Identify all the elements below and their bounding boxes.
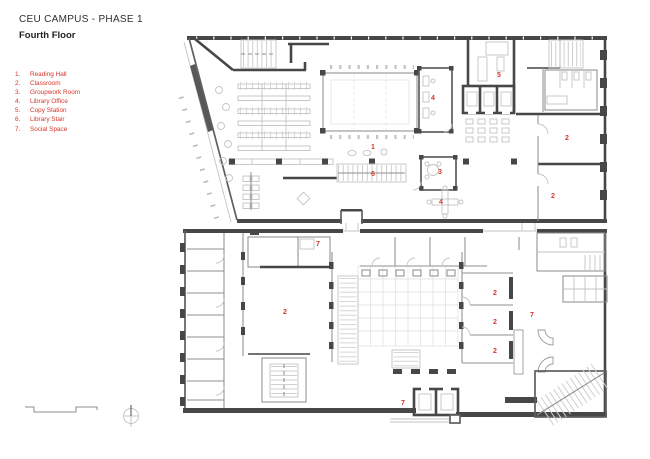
slanted-glazing-wall xyxy=(190,64,213,132)
legend-item: 6. Library Stair xyxy=(15,116,65,124)
room-number-label: 2 xyxy=(493,290,497,297)
drawing-title: CEU CAMPUS - PHASE 1 xyxy=(19,14,143,25)
room-number-label: 2 xyxy=(283,309,287,316)
room-number-label: 2 xyxy=(565,135,569,142)
room-number-label: 4 xyxy=(439,199,443,206)
room-number-label: 5 xyxy=(497,72,501,79)
legend-item: 4. Library Office xyxy=(15,98,68,106)
room-number-label: 2 xyxy=(493,319,497,326)
seminar-rooms-row xyxy=(360,237,487,266)
top-right-rooms xyxy=(516,40,607,221)
groupwork-room xyxy=(413,155,458,191)
north-compass-icon xyxy=(123,405,139,427)
legend-item: 7. Social Space xyxy=(15,125,68,133)
legend-item: 5. Copy Station xyxy=(15,107,67,115)
right-classrooms xyxy=(459,252,513,363)
social-corridor-piers xyxy=(514,237,553,374)
room-number-label: 2 xyxy=(493,348,497,355)
reading-hall-main-table xyxy=(320,67,420,156)
reading-hall-tables xyxy=(216,84,518,210)
room-number-label: 6 xyxy=(371,171,375,178)
room-number-label: 7 xyxy=(401,400,405,407)
legend-item: 2. Classroom xyxy=(15,80,61,88)
library-office-room xyxy=(417,66,454,134)
scale-bar xyxy=(25,402,97,412)
room-number-label: 7 xyxy=(530,312,534,319)
legend-item: 1. Reading Hall xyxy=(15,71,67,78)
room-legend xyxy=(15,70,80,134)
elevator-bank xyxy=(463,86,514,114)
room-number-label: 4 xyxy=(431,95,435,102)
legend-item: 3. Groupwork Room xyxy=(15,89,81,97)
drawing-subtitle: Fourth Floor xyxy=(19,30,76,41)
left-wing-rooms xyxy=(180,229,259,408)
room-number-label: 3 xyxy=(438,169,442,176)
entry-stair xyxy=(241,40,276,68)
room-number-label: 7 xyxy=(316,241,320,248)
lounge-seating xyxy=(466,119,509,142)
room-number-labels xyxy=(283,72,569,407)
atrium xyxy=(338,266,458,374)
room-number-label: 1 xyxy=(371,144,375,151)
room-number-label: 2 xyxy=(551,193,555,200)
copy-station-room xyxy=(468,39,514,113)
bottom-left-classroom xyxy=(248,237,334,402)
